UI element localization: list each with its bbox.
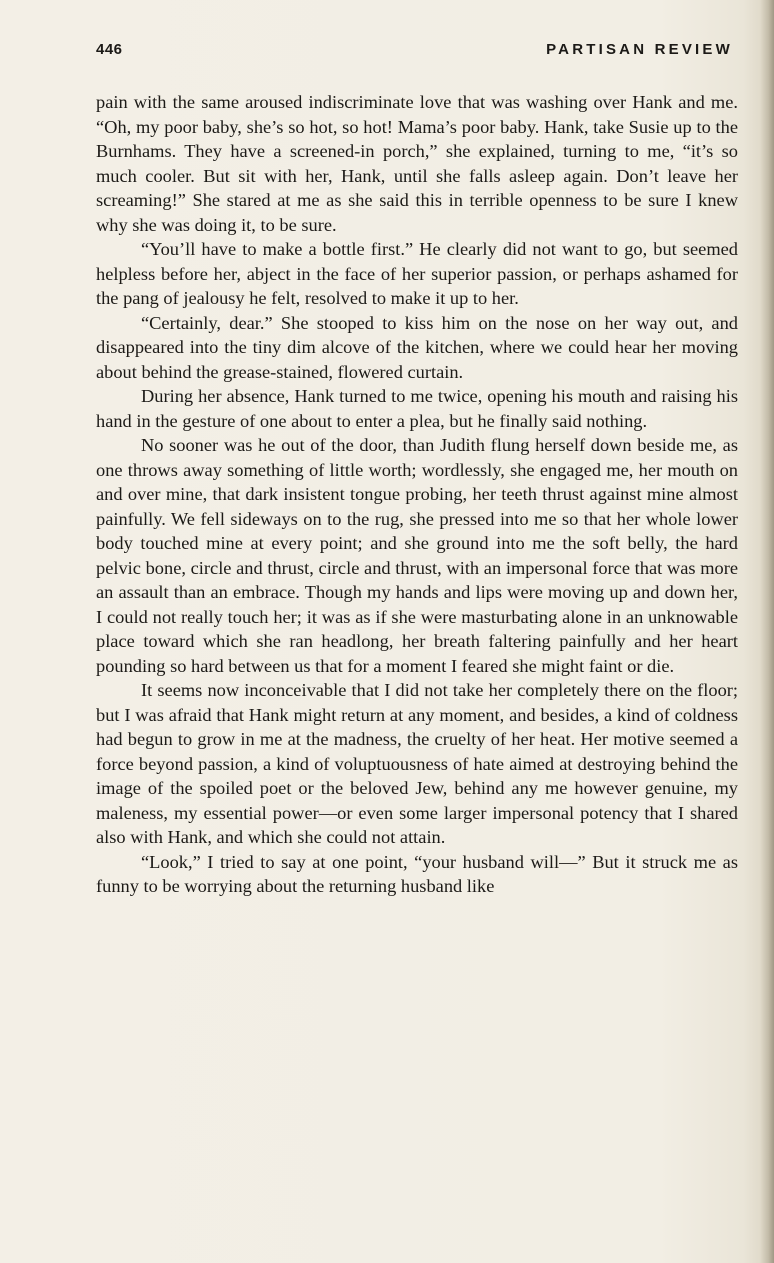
paragraph: “Look,” I tried to say at one point, “your husband will—” But it struck me as funny to be worrying about the returning husband like xyxy=(96,851,738,896)
paragraph: pain with the same aroused indiscriminate love that was washing over Hank and me. “Oh, my poor baby, she’s so hot, so hot! Mama’s poor baby. Hank, take Susie up to the Burnhams. They have a screened-in porch,” she explained, turning to me, “it’s so much cooler. But sit with her, Hank, until she falls asleep again. Don’t leave her screaming!” She stared at me as she said this in terrible openness to be sure I knew why she was doing it, to be sure. xyxy=(96,92,738,235)
paragraph: During her absence, Hank turned to me twice, opening his mouth and raising his hand in the gesture of one about to enter a plea, but he finally said nothing. xyxy=(96,386,738,431)
paragraph: No sooner was he out of the door, than Judith flung herself down beside me, as one throws away something of little worth; wordlessly, she engaged me, her mouth on and over mine, that dark insistent tongue probing, her teeth thrust against mine almost painfully. We fell sideways on to the rug, she pressed into me so that her whole lower body touched mine at every point; and she ground into me the soft belly, the hard pelvic bone, circle and thrust, circle and thrust, with an impersonal force that was more an assault than an embrace. Though my hands and lips were moving up and down her, I could not really touch her; it was as if she were masturbating alone in an unknowable place toward which she ran headlong, her breath faltering painfully and her heart pounding so hard between us that for a moment I feared she might faint or die. xyxy=(96,435,738,676)
paragraph: “You’ll have to make a bottle first.” He clearly did not want to go, but seemed helpless before her, abject in the face of her superior passion, or perhaps ashamed for the pang of jealousy he felt, resolved to make it up to her. xyxy=(96,239,738,308)
paragraph: “Certainly, dear.” She stooped to kiss him on the nose on her way out, and disappeared into the tiny dim alcove of the kitchen, where we could hear her moving about behind the grease-stained, flowered curtain. xyxy=(96,312,738,382)
journal-title: PARTISAN REVIEW xyxy=(546,41,733,58)
body-text xyxy=(96,90,738,899)
page-number: 446 xyxy=(96,41,123,58)
running-head xyxy=(96,41,737,67)
paragraph: It seems now inconceivable that I did not take her completely there on the floor; but I was afraid that Hank might return at any moment, and besides, a kind of coldness had begun to grow in me at the madness, the cruelty of her heat. Her motive seemed a force beyond passion, a kind of voluptuousness of hate aimed at destroying behind the image of the spoiled poet or the beloved Jew, behind any me however genuine, my maleness, my essential power—or even some larger impersonal potency that I shared also with Hank, and which she could not attain. xyxy=(96,680,738,847)
page-edge-shadow xyxy=(760,0,774,1263)
